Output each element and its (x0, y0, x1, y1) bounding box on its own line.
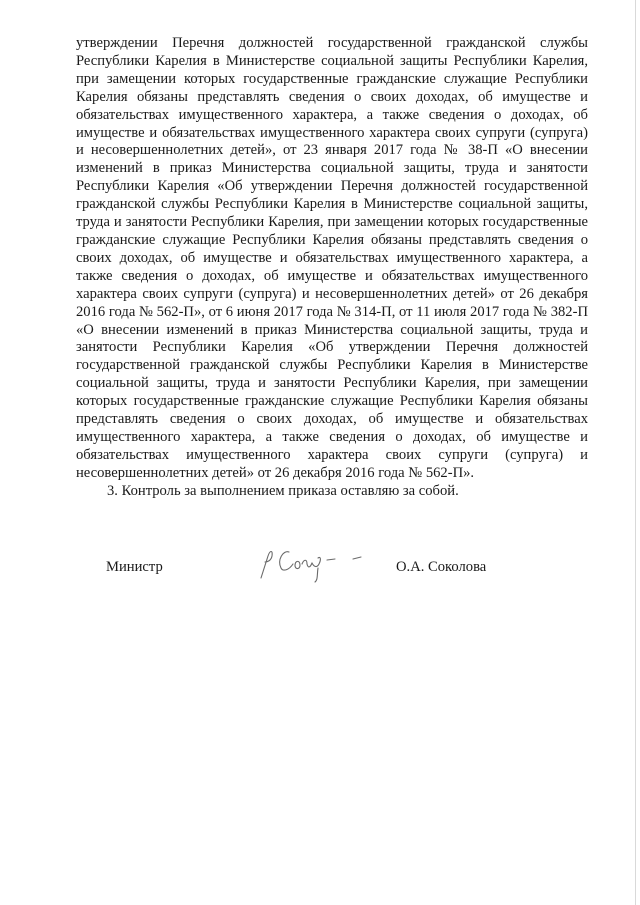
signatory-position: Министр (106, 559, 163, 575)
handwritten-signature (255, 538, 375, 584)
paragraph-item-3: 3. Контроль за выполнением приказа оставляю за собой. (107, 482, 459, 499)
signatory-name: О.А. Соколова (396, 559, 487, 575)
document-body (76, 35, 588, 501)
page-edge-line (635, 0, 636, 905)
continued-paragraph: утверждении Перечня должностей государственной гражданской службы Республики Карелия в Министерстве социальной защиты Республики Карелия, при замещении которых государственные гражданские служащие Республики Карелия обязаны представлять сведения о своих доходах, об имуществе и обязательствах имущественного характера, а также сведения о доходах, об имуществе и обязательствах имущественного характера своих супруги (супруга) и несовершеннолетних детей», от 23 января 2017 года № 38-П «О внесении изменений в приказ Министерства социальной защиты, труда и занятости Республики Карелия «Об утверждении Перечня должностей государственной гражданской службы Республики Карелия в Министерстве социальной защиты, труда и занятости Республики Карелия, при замещении которых государственные гражданские служащие Республики Карелия обязаны представлять сведения о своих доходах, об имуществе и обязательствах имущественного характера, а также сведения о доходах, об имуществе и обязательствах имущественного характера своих супруги (супруга) и несовершеннолетних детей» от 26 декабря 2016 года № 562-П», от 6 июня 2017 года № 314-П, от 11 июля 2017 года № 382-П «О внесении изменений в приказ Министерства социальной защиты, труда и занятости Республики Карелия «Об утверждении Перечня должностей государственной гражданской службы Республики Карелия в Министерстве социальной защиты, труда и занятости Республики Карелия, при замещении которых государственные гражданские служащие Республики Карелия обязаны представлять сведения о своих доходах, об имуществе и обязательствах имущественного характера, а также сведения о доходах, об имуществе и обязательствах имущественного характера своих супруги (супруга) и несовершеннолетних детей» от 26 декабря 2016 года № 562-П». (76, 35, 588, 481)
